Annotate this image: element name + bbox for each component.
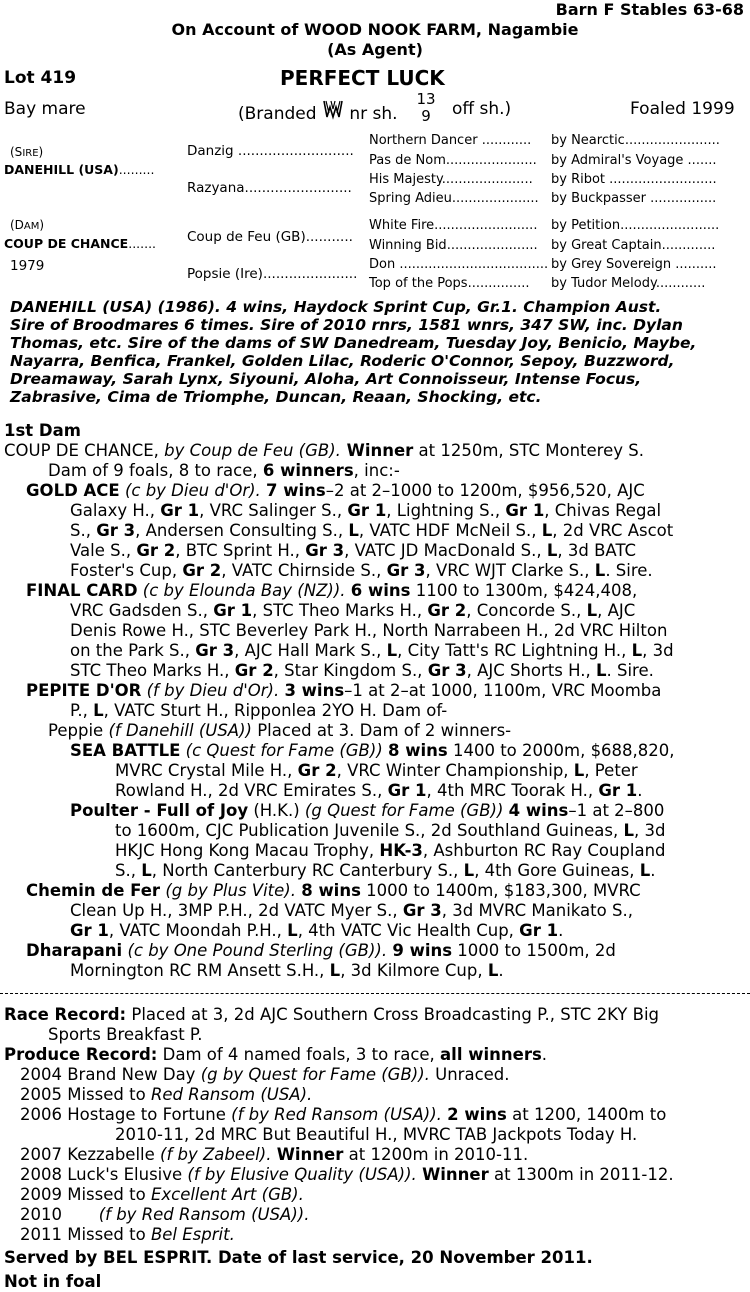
brand-near: nr sh. [349,104,398,124]
progeny-entry-line: PEPITE D'OR (f by Dieu d'Or). 3 wins–1 at 2–at 1000, 1100m, VRC Moomba [26,681,662,700]
sire-summary-line: Sire of Broodmares 6 times. Sire of 2010 rnrs, 1581 wnrs, 347 SW, inc. Dylan [10,316,683,334]
pedigree-g3-2: by Admiral's Voyage ....... [551,153,717,168]
pedigree-g1-4: Popsie (Ire)...................... [187,266,358,282]
pedigree-g3-1: by Nearctic....................... [551,133,720,148]
sire-summary [10,298,740,406]
pedigree-g2-6: Winning Bid...................... [369,238,538,253]
progeny-entry-line: Foster's Cup, Gr 2, VATC Chirnside S., Gr 3, VRC WJT Clarke S., L. Sire. [70,561,653,580]
pedigree-g3-4: by Buckpasser ................ [551,191,717,206]
brand-number-top: 13 [416,90,436,108]
progeny-entry-line: Rowland H., 2d VRC Emirates S., Gr 1, 4th MRC Toorak H., Gr 1. [115,781,643,800]
first-dam-heading: 1st Dam [4,421,81,440]
dam-label: (DAM) [10,218,45,232]
sire-summary-line: DANEHILL (USA) (1986). 4 wins, Haydock Sprint Cup, Gr.1. Champion Aust. [10,298,662,316]
sire-name: DANEHILL (USA)......... [4,162,155,177]
brand-description [238,99,398,124]
progeny-entry-line: on the Park S., Gr 3, AJC Hall Mark S., L, City Tatt's RC Lightning H., L, 3d [70,641,674,660]
lot-number: Lot 419 [4,68,77,88]
first-dam-intro: COUP DE CHANCE, by Coup de Feu (GB). Winner at 1250m, STC Monterey S. [4,441,644,460]
progeny-entry-line: STC Theo Marks H., Gr 2, Star Kingdom S., Gr 3, AJC Shorts H., L. Sire. [70,661,654,680]
barn-location: Barn F Stables 63-68 [555,0,744,19]
progeny-entry-line: HKJC Hong Kong Macau Trophy, HK-3, Ashburton RC Ray Coupland [115,841,666,860]
service-status: Served by BEL ESPRIT. Date of last service, 20 November 2011. [4,1248,593,1267]
sire-summary-line: Nayarra, Benfica, Frankel, Golden Lilac, Roderic O'Connor, Sepoy, Buzzword, [10,352,675,370]
brand-glyph-icon [322,99,344,121]
sire-summary-line: Zabrasive, Cima de Triomphe, Duncan, Reaan, Shocking, etc. [10,388,542,406]
progeny-entry-line: VRC Gadsden S., Gr 1, STC Theo Marks H., Gr 2, Concorde S., L, AJC [70,601,636,620]
pedigree-g2-8: Top of the Pops............... [369,276,530,291]
progeny-entry-line: Vale S., Gr 2, BTC Sprint H., Gr 3, VATC JD MacDonald S., L, 3d BATC [70,541,637,560]
progeny-entry-line: Chemin de Fer (g by Plus Vite). 8 wins 1000 to 1400m, $183,300, MVRC [26,881,641,900]
pedigree-g2-3: His Majesty...................... [369,172,533,187]
pedigree-g3-6: by Great Captain............. [551,238,716,253]
progeny-entry-line: FINAL CARD (c by Elounda Bay (NZ)). 6 wins 1100 to 1300m, $424,408, [26,581,638,600]
race-record-cont: Sports Breakfast P. [48,1025,203,1044]
vendor-agent: (As Agent) [327,40,423,59]
vendor-account: On Account of WOOD NOOK FARM, Nagambie [171,20,579,39]
produce-item: 2007 Kezzabelle (f by Zabeel). Winner at 1200m in 2010-11. [20,1145,529,1164]
progeny-entry-line: Mornington RC RM Ansett S.H., L, 3d Kilmore Cup, L. [70,961,504,980]
brand-off: off sh.) [452,99,512,119]
produce-item: 2010 (f by Red Ransom (USA)). [20,1205,310,1224]
progeny-entry-line: S., L, North Canterbury RC Canterbury S., L, 4th Gore Guineas, L. [115,861,656,880]
sire-summary-line: Dreamaway, Sarah Lynx, Siyouni, Aloha, Art Connoisseur, Intense Focus, [10,370,642,388]
progeny-entry-line: Galaxy H., Gr 1, VRC Salinger S., Gr 1, Lightning S., Gr 1, Chivas Regal [70,501,662,520]
horse-sex: Bay mare [4,99,86,119]
dam-year: 1979 [10,258,45,274]
produce-item: 2008 Luck's Elusive (f by Elusive Quality (USA)). Winner at 1300m in 2011-12. [20,1165,674,1184]
progeny-entry-line: MVRC Crystal Mile H., Gr 2, VRC Winter Championship, L, Peter [115,761,638,780]
progeny-entry-line: Dharapani (c by One Pound Sterling (GB)). 9 wins 1000 to 1500m, 2d [26,941,616,960]
pedigree-g1-3: Coup de Feu (GB)........... [187,229,353,245]
horse-name: PERFECT LUCK [280,66,445,90]
pedigree-g2-2: Pas de Nom...................... [369,153,537,168]
produce-item: 2006 Hostage to Fortune (f by Red Ransom (USA)). 2 wins at 1200, 1400m to [20,1105,667,1124]
produce-item: 2011 Missed to Bel Esprit. [20,1225,235,1244]
brand-number-bottom: 9 [421,107,431,125]
foaled-year: Foaled 1999 [630,99,735,119]
progeny-entry-line: Peppie (f Danehill (USA)) Placed at 3. Dam of 2 winners- [48,721,512,740]
produce-item: 2004 Brand New Day (g by Quest for Fame (GB)). Unraced. [20,1065,510,1084]
progeny-entry-line: Poulter - Full of Joy (H.K.) (g Quest for Fame (GB)) 4 wins–1 at 2–800 [70,801,665,820]
progeny-entry-line: to 1600m, CJC Publication Juvenile S., 2d Southland Guineas, L, 3d [115,821,666,840]
produce-item: 2009 Missed to Excellent Art (GB). [20,1185,304,1204]
produce-item: 2005 Missed to Red Ransom (USA). [20,1085,313,1104]
race-record: Race Record: Placed at 3, 2d AJC Southern Cross Broadcasting P., STC 2KY Big [4,1005,660,1024]
brand-prefix: (Branded [238,104,317,124]
pedigree-g3-8: by Tudor Melody............ [551,276,706,291]
progeny-entry-line: SEA BATTLE (c Quest for Fame (GB)) 8 wins 1400 to 2000m, $688,820, [70,741,675,760]
pedigree-g2-4: Spring Adieu..................... [369,191,539,206]
pedigree-g2-1: Northern Dancer ............ [369,133,532,148]
section-divider [0,993,750,994]
progeny-entry-line: Gr 1, VATC Moondah P.H., L, 4th VATC Vic Health Cup, Gr 1. [70,921,564,940]
progeny-entry-line: Clean Up H., 3MP P.H., 2d VATC Myer S., Gr 3, 3d MVRC Manikato S., [70,901,633,920]
dam-name: COUP DE CHANCE....... [4,236,157,251]
produce-item: 2010-11, 2d MRC But Beautiful H., MVRC TAB Jackpots Today H. [115,1125,638,1144]
progeny-entry-line: P., L, VATC Sturt H., Ripponlea 2YO H. Dam of- [70,701,448,720]
progeny-entry-line: GOLD ACE (c by Dieu d'Or). 7 wins–2 at 2–1000 to 1200m, $956,520, AJC [26,481,645,500]
sire-summary-line: Thomas, etc. Sire of the dams of SW Danedream, Tuesday Joy, Benicio, Maybe, [10,334,697,352]
progeny-entry-line: Denis Rowe H., STC Beverley Park H., North Narrabeen H., 2d VRC Hilton [70,621,668,640]
foal-status: Not in foal [4,1272,102,1291]
first-dam-foals: Dam of 9 foals, 8 to race, 6 winners, inc:- [48,461,400,480]
sire-label: (SIRE) [10,145,44,159]
pedigree-g2-5: White Fire......................... [369,218,538,233]
pedigree-g3-7: by Grey Sovereign .......... [551,257,717,272]
progeny-entry-line: S., Gr 3, Andersen Consulting S., L, VATC HDF McNeil S., L, 2d VRC Ascot [70,521,674,540]
pedigree-g3-5: by Petition........................ [551,218,720,233]
pedigree-g3-3: by Ribot .......................... [551,172,717,187]
produce-record: Produce Record: Dam of 4 named foals, 3 to race, all winners. [4,1045,548,1064]
pedigree-g1-2: Razyana......................... [187,180,352,196]
pedigree-g1-1: Danzig ........................... [187,143,354,159]
pedigree-g2-7: Don .................................... [369,257,549,272]
